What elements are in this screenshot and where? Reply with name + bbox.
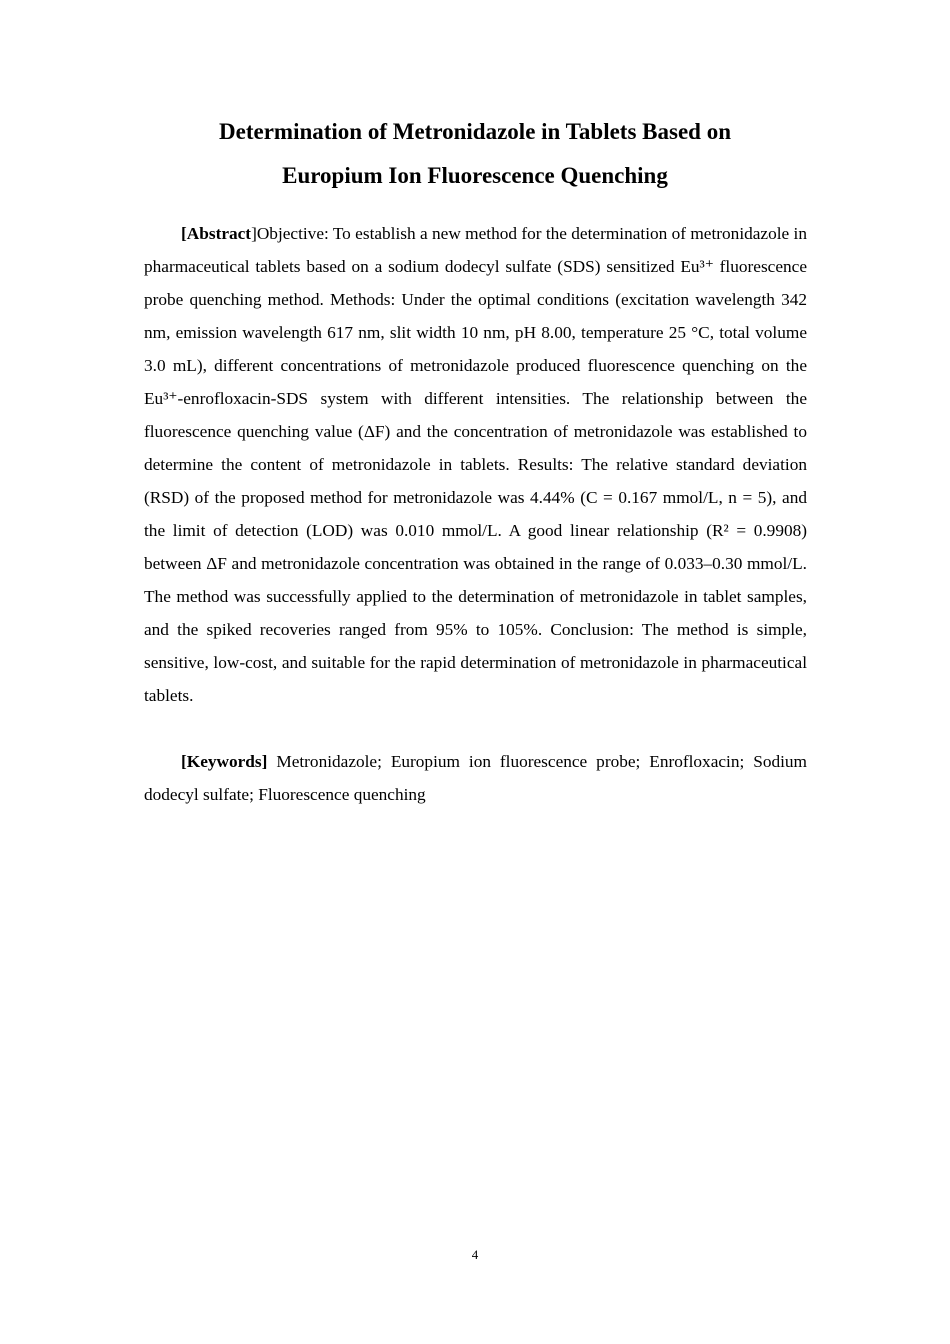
keywords-label: [Keywords] [181,752,268,771]
keywords-text: Metronidazole; Europium ion fluorescence probe; Enrofloxacin; Sodium dodecyl sulfate; Fluorescence quenching [144,752,807,804]
paper-title [140,110,810,198]
abstract-text: ]Objective: To establish a new method for the determination of metronidazole in pharmaceutical tablets based on a sodium dodecyl sulfate (SDS) sensitized Eu³⁺ fluorescence probe quenching method. Methods: Under the optimal conditions (excitation wavelength 342 nm, emission wavelength 617 nm, slit width 10 nm, pH 8.00, temperature 25 °C, total volume 3.0 mL), different concentrations of metronidazole produced fluorescence quenching on the Eu³⁺-enrofloxacin-SDS system with different intensities. The relationship between the fluorescence quenching value (ΔF) and the concentration of metronidazole was established to determine the content of metronidazole in tablets. Results: The relative standard deviation (RSD) of the proposed method for metronidazole was 4.44% (C = 0.167 mmol/L, n = 5), and the limit of detection (LOD) was 0.010 mmol/L. A good linear relationship (R² = 0.9908) between ΔF and metronidazole concentration was obtained in the range of 0.033–0.30 mmol/L. The method was successfully applied to the determination of metronidazole in tablet samples, and the spiked recoveries ranged from 95% to 105%. Conclusion: The method is simple, sensitive, low-cost, and suitable for the rapid determination of metronidazole in pharmaceutical tablets. [144,224,807,705]
abstract-paragraph [144,217,807,712]
abstract-label: [Abstract [181,224,252,243]
keywords-paragraph [144,745,807,811]
paper-title-line-1: Determination of Metronidazole in Tablets Based on [219,119,731,144]
page-number: 4 [471,1247,479,1262]
paper-title-line-2: Europium Ion Fluorescence Quenching [282,163,668,188]
